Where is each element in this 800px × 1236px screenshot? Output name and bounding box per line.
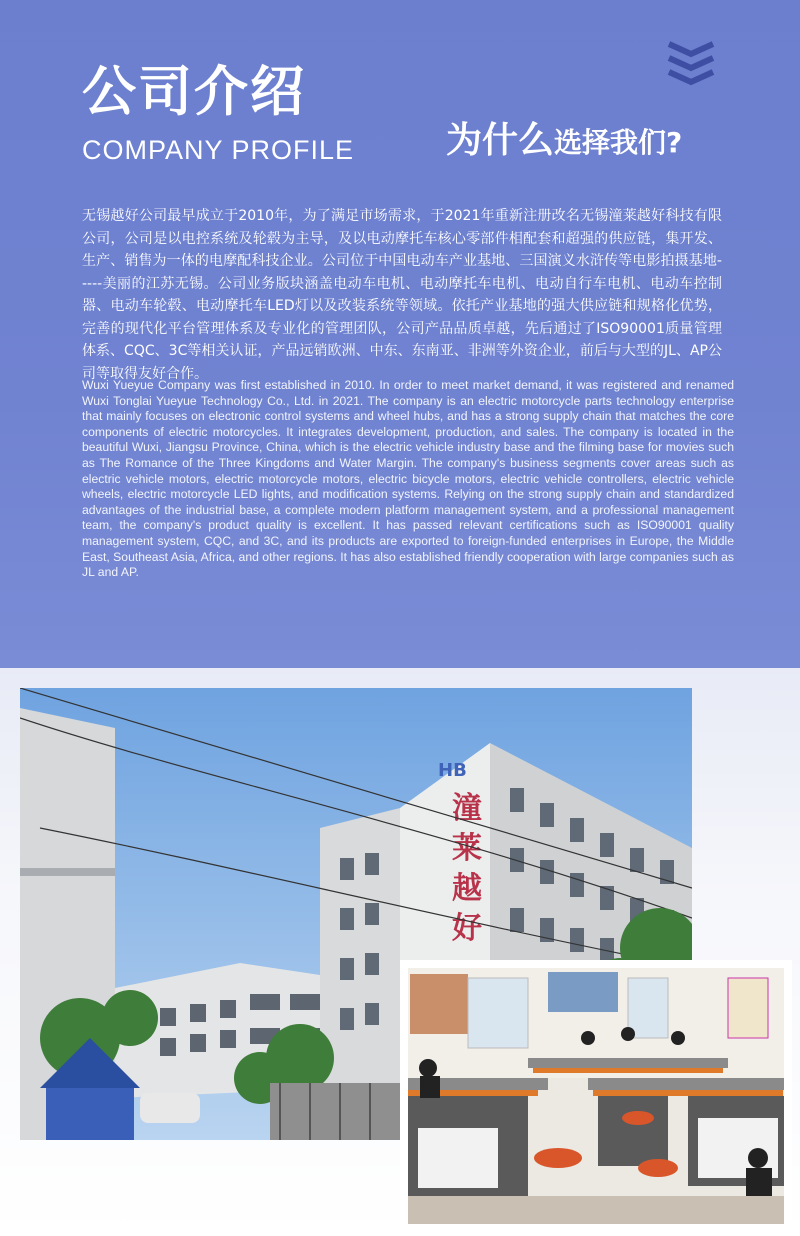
why-heading-small: 选择我们? — [554, 126, 683, 159]
why-choose-us-heading — [446, 118, 682, 170]
intro-text-en: Wuxi Yueyue Company was first established in 2010. In order to meet market demand, it was registered and renamed Wuxi Tonglai Yueyue Technology Co., Ltd. in 2021. The company is an electric motorcycle parts technology enterprise that mainly focuses on electronic control systems and wheel hubs, and has a strong supply chain that matches the core components of electric motorcycles. It integrates development, production, and sales. The company is located in the beautiful Wuxi, Jiangsu Province, China, which is the electric vehicle industry base and the filming base for movies such as The Romance of the Three Kingdoms and Water Margin. The company's business segments cover areas such as electric vehicle motors, electric motorcycle motors, electric bicycle motors, electric vehicle controllers, electric vehicle wheels, electric motorcycle LED lights, and modification systems. Relying on the strong supply chain and standardized advantages of the industrial base, a complete modern platform management system, and a professional management team, the company's product quality is excellent. It has passed relevant certifications such as ISO90001 quality management system, CQC, and 3C, and its products are exported to foreign-funded enterprises in Europe, the Middle East, Southeast Asia, Africa, and other regions. It has also established friendly cooperation with large companies such as JL and AP. — [82, 378, 734, 580]
building-sign-logo: HB — [438, 760, 467, 781]
triple-chevron-down-icon — [665, 40, 717, 86]
page-title-en: COMPANY PROFILE — [82, 135, 355, 165]
office-interior-photo — [400, 960, 792, 1232]
building-sign-char-1: 潼 — [452, 791, 482, 826]
building-sign-char-3: 越 — [452, 871, 482, 906]
page-title-cn: 公司介绍 — [82, 60, 306, 123]
intro-text-cn: 无锡越好公司最早成立于2010年，为了满足市场需求，于2021年重新注册改名无锡潼莱越好科技有限公司，公司是以电控系统及轮毂为主导，及以电动摩托车核心零部件相配套和超强的供应链，集开发、生产、销售为一体的电摩配科技企业。公司位于中国电动车产业基地、三国演义水浒传等电影拍摄基地-----美丽的江苏无锡。公司业务版块涵盖电动车电机、电动摩托车电机、电动自行车电机、电动车控制器、电动车轮毂、电动摩托车LED灯以及改装系统等领域。依托产业基地的强大供应链和规格化优势，完善的现代化平台管理体系及专业化的管理团队，公司产品品质卓越，先后通过了ISO90001质量管理体系、CQC、3C等相关认证，产品远销欧洲、中东、东南亚、非洲等外资企业，前后与大型的JL、AP公司等取得友好合作。 — [82, 208, 722, 382]
why-heading-large: 为什么 — [446, 120, 555, 161]
building-sign-char-2: 莱 — [452, 831, 482, 866]
building-sign-char-4: 好 — [452, 911, 482, 946]
